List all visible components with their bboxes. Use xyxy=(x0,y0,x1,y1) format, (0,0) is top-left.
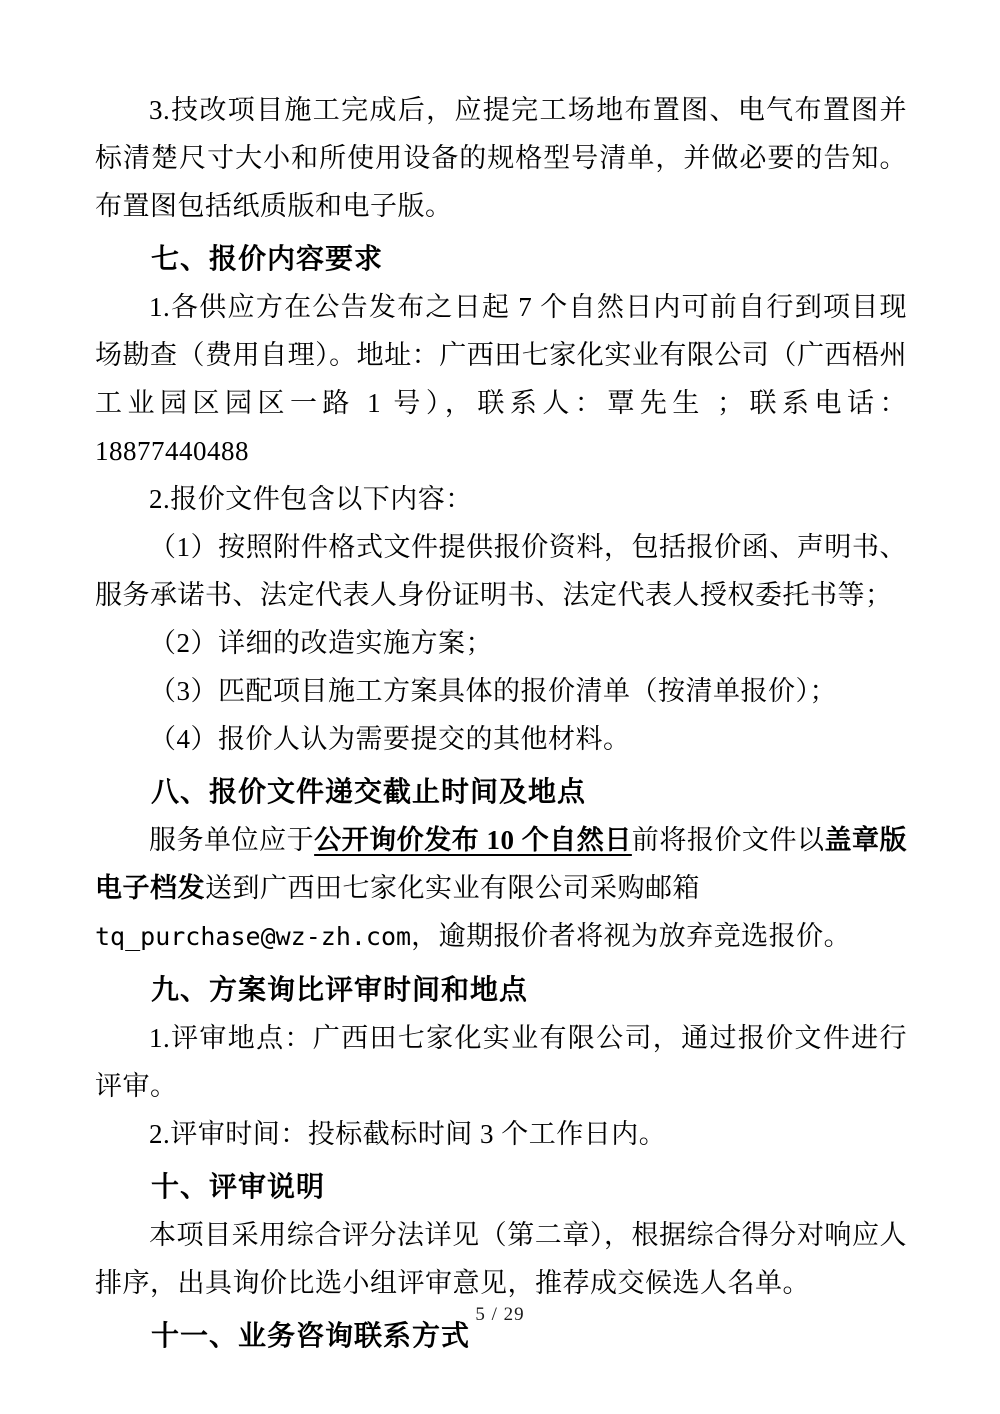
paragraph xyxy=(95,475,907,523)
text-run: （3）匹配项目施工方案具体的报价清单（按清单报价）； xyxy=(149,676,837,706)
text-run: 1.各供应方在公告发布之日起 7 个自然日内可前自行到项目现场勘查（费用自理）。地址：广西田七家化实业有限公司（广西梧州工业园区园区一路 1 号），联系人：覃先生 ；联系电话：18877440488 xyxy=(95,292,907,466)
text-run: 十一、业务咨询联系方式 xyxy=(151,1320,471,1351)
email-text: tq_purchase@wz-zh.com xyxy=(95,922,412,951)
text-run: 七、报价内容要求 xyxy=(151,243,384,274)
text-run: 2.报价文件包含以下内容： xyxy=(149,484,473,514)
paragraph xyxy=(95,283,907,475)
text-run: （2）详细的改造实施方案； xyxy=(149,628,493,658)
text-run: 服务单位应于 xyxy=(149,825,315,855)
paragraph xyxy=(95,1110,907,1158)
page-footer xyxy=(0,1304,1000,1326)
paragraph xyxy=(95,715,907,763)
text-run: 十、评审说明 xyxy=(151,1171,326,1202)
text-run: 1.评审地点：广西田七家化实业有限公司，通过报价文件进行评审。 xyxy=(95,1023,907,1101)
text-run: ，逾期报价者将视为放弃竞选报价。 xyxy=(411,921,852,951)
page-number: 5 / 29 xyxy=(475,1304,525,1325)
section-heading xyxy=(95,1163,907,1211)
paragraph xyxy=(95,86,907,230)
text-run: 九、方案询比评审时间和地点 xyxy=(151,974,529,1005)
paragraph xyxy=(95,619,907,667)
paragraph xyxy=(95,1211,907,1307)
paragraph xyxy=(95,816,907,961)
section-heading xyxy=(95,768,907,816)
section-heading xyxy=(95,966,907,1014)
document-body xyxy=(95,86,907,1360)
text-run: 公开询价发布 10 个自然日 xyxy=(314,825,632,855)
paragraph xyxy=(95,667,907,715)
text-run: 盖章版电子档发 xyxy=(95,825,908,903)
section-heading xyxy=(95,235,907,283)
text-run: （4）报价人认为需要提交的其他材料。 xyxy=(149,724,631,754)
text-run: 八、报价文件递交截止时间及地点 xyxy=(151,776,587,807)
text-run: 送到广西田七家化实业有限公司采购邮箱 xyxy=(205,873,700,903)
paragraph xyxy=(95,523,907,619)
text-run: （1）按照附件格式文件提供报价资料，包括报价函、声明书、服务承诺书、法定代表人身份证明书、法定代表人授权委托书等； xyxy=(95,532,907,610)
paragraph xyxy=(95,1014,907,1110)
text-run: 本项目采用综合评分法详见（第二章），根据综合得分对响应人排序，出具询价比选小组评审意见，推荐成交候选人名单。 xyxy=(95,1220,907,1298)
text-run: 前将报价文件以 xyxy=(631,825,825,855)
text-run: 2.评审时间：投标截标时间 3 个工作日内。 xyxy=(149,1119,667,1149)
text-run: 3.技改项目施工完成后，应提完工场地布置图、电气布置图并标清楚尺寸大小和所使用设备的规格型号清单，并做必要的告知。布置图包括纸质版和电子版。 xyxy=(95,95,907,221)
